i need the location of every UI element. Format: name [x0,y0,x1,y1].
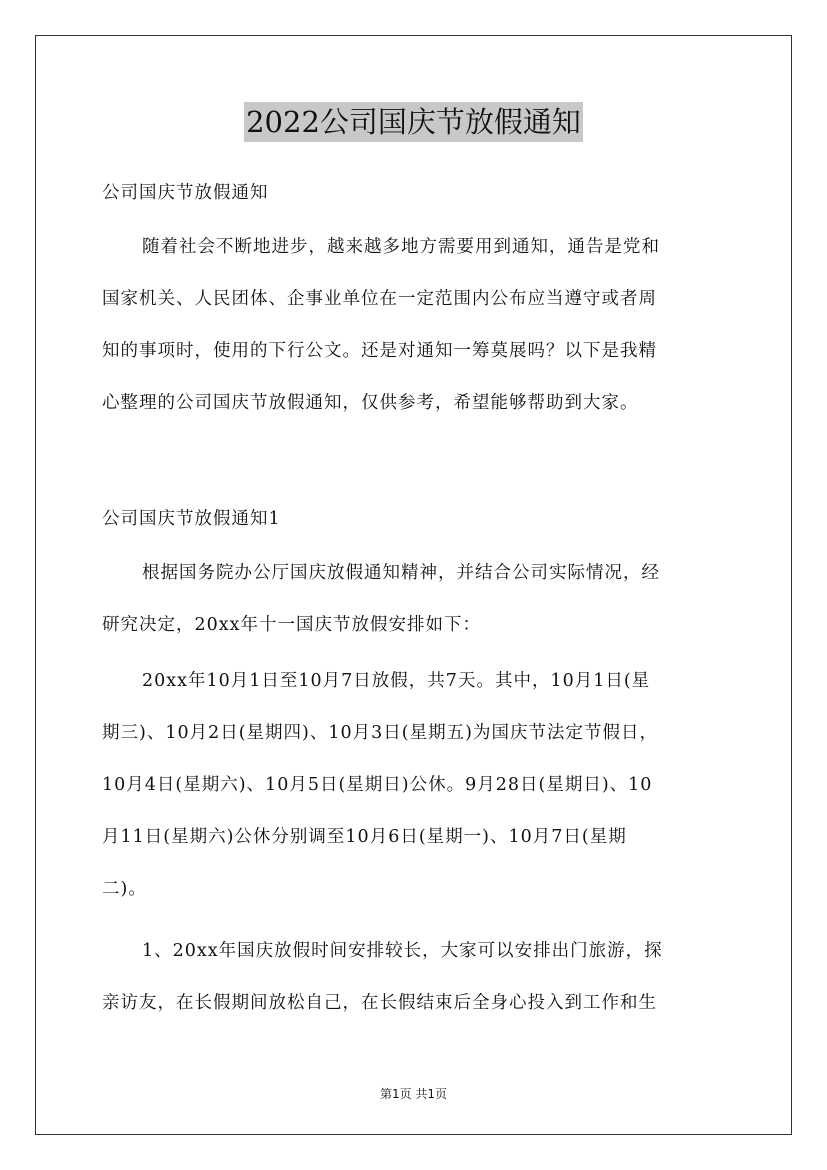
heading-text: 公司国庆节放假通知 [102,183,269,203]
paragraph-line: 1、20xx年国庆放假时间安排较长，大家可以安排出门旅游，探 [142,941,663,961]
paragraph-line: 月11日(星期六)公休分别调至10月6日(星期一)、10月7日(星期 [102,827,627,847]
paragraph-2 [102,655,742,915]
paragraph-line: 根据国务院办公厅国庆放假通知精神，并结合公司实际情况，经 [142,563,660,583]
paragraph-line: 20xx年10月1日至10月7日放假，共7天。其中，10月1日(星 [142,671,651,691]
paragraph-line: 研究决定，20xx年十一国庆节放假安排如下： [102,615,482,635]
document-title: 2022公司国庆节放假通知 [244,102,583,142]
paragraph-line: 知的事项时，使用的下行公文。还是对通知一筹莫展吗？以下是我精 [102,341,657,361]
title-container [0,102,827,142]
paragraph-line: 随着社会不断地进步，越来越多地方需要用到通知，通告是党和 [142,237,660,257]
paragraph-line: 二)。 [102,879,147,899]
paragraph-line: 心整理的公司国庆节放假通知，仅供参考，希望能够帮助到大家。 [102,393,639,413]
page-number: 第1页 共1页 [379,1087,448,1101]
paragraph-line: 国家机关、人民团体、企事业单位在一定范围内公布应当遵守或者周 [102,289,657,309]
paragraph-line: 期三)、10月2日(星期四)、10月3日(星期五)为国庆节法定节假日， [102,723,658,743]
intro-paragraph [102,221,742,429]
section-heading-2 [102,493,742,545]
paragraph-1 [102,547,742,651]
heading-text: 公司国庆节放假通知1 [102,509,281,529]
paragraph-3 [102,925,742,1029]
paragraph-line: 亲访友，在长假期间放松自己，在长假结束后全身心投入到工作和生 [102,993,657,1013]
section-heading-1 [102,167,742,219]
page-footer [0,1085,827,1102]
paragraph-line: 10月4日(星期六)、10月5日(星期日)公休。9月28日(星期日)、10 [102,775,653,795]
